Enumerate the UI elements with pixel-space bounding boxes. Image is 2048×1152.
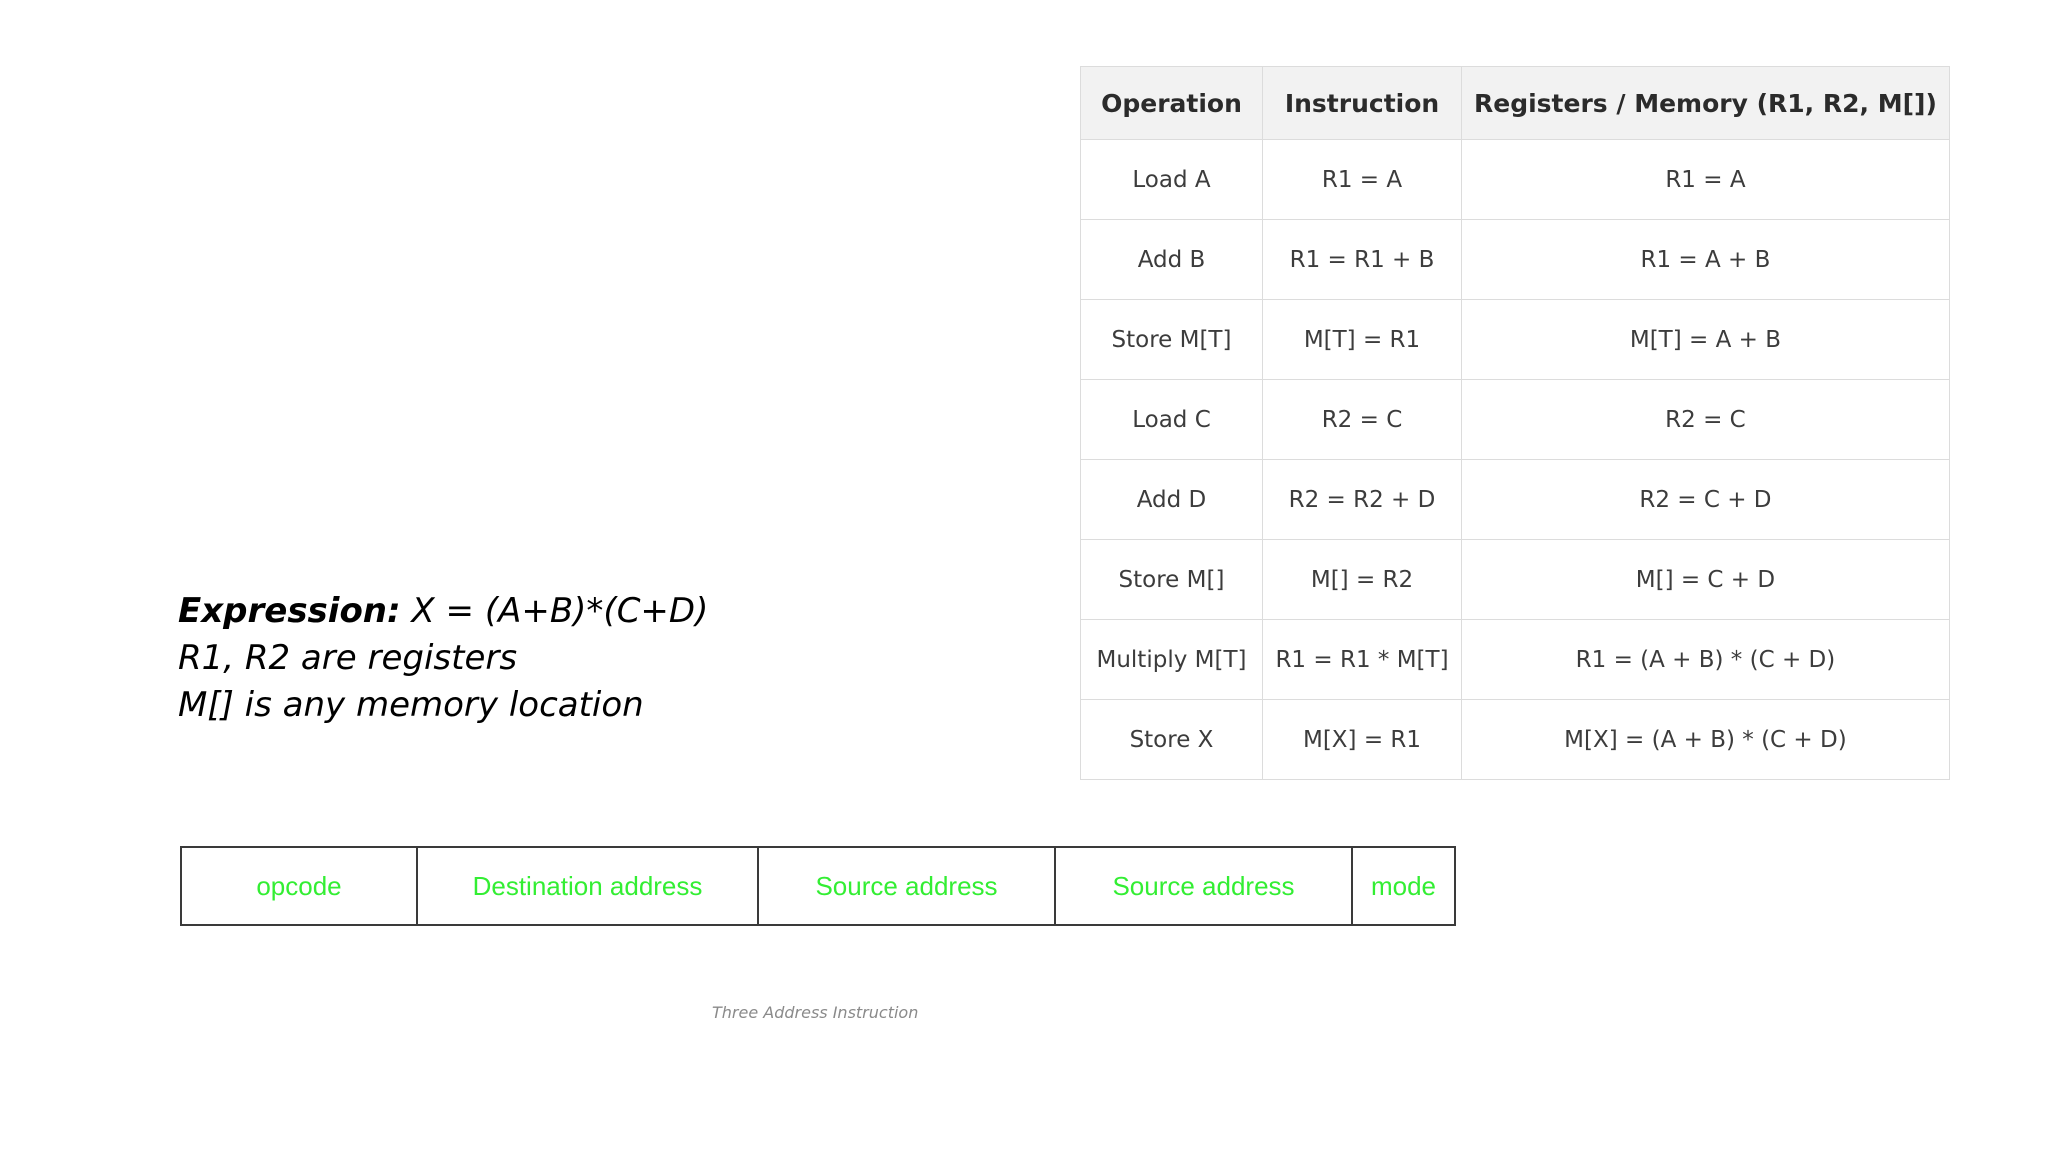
instruction-table — [1080, 66, 1950, 780]
cell-operation: Store X — [1081, 700, 1263, 780]
cell-instruction: M[T] = R1 — [1263, 300, 1462, 380]
cell-instruction: R2 = C — [1263, 380, 1462, 460]
expression-label: Expression: — [178, 591, 401, 631]
cell-registers-memory: R1 = A + B — [1462, 220, 1950, 300]
header-instruction: Instruction — [1263, 67, 1462, 140]
cell-operation: Store M[] — [1081, 540, 1263, 620]
header-operation: Operation — [1081, 67, 1263, 140]
registers-note: R1, R2 are registers — [178, 638, 518, 678]
three-address-instruction-format — [180, 846, 1456, 926]
table-row — [1081, 460, 1950, 540]
cell-instruction: M[] = R2 — [1263, 540, 1462, 620]
table-row — [1081, 620, 1950, 700]
header-row — [1081, 67, 1950, 140]
cell-registers-memory: R1 = (A + B) * (C + D) — [1462, 620, 1950, 700]
table-row — [1081, 700, 1950, 780]
source-address-field-2: Source address — [1056, 848, 1353, 924]
cell-instruction: M[X] = R1 — [1263, 700, 1462, 780]
cell-registers-memory: R2 = C + D — [1462, 460, 1950, 540]
opcode-field: opcode — [182, 848, 418, 924]
destination-address-field: Destination address — [418, 848, 759, 924]
table-body — [1081, 140, 1950, 780]
expression-formula: X = (A+B)*(C+D) — [400, 591, 709, 631]
memory-note: M[] is any memory location — [178, 685, 644, 725]
cell-registers-memory: M[X] = (A + B) * (C + D) — [1462, 700, 1950, 780]
cell-registers-memory: R2 = C — [1462, 380, 1950, 460]
cell-operation: Store M[T] — [1081, 300, 1263, 380]
cell-instruction: R1 = R1 + B — [1263, 220, 1462, 300]
cell-registers-memory: M[] = C + D — [1462, 540, 1950, 620]
cell-operation: Add B — [1081, 220, 1263, 300]
cell-operation: Multiply M[T] — [1081, 620, 1263, 700]
mode-field: mode — [1370, 870, 1437, 901]
cell-registers-memory: R1 = A — [1462, 140, 1950, 220]
table-row — [1081, 300, 1950, 380]
cell-operation: Add D — [1081, 460, 1263, 540]
source-address-field-1: Source address — [759, 848, 1056, 924]
expression-block — [178, 588, 878, 729]
header-registers-memory: Registers / Memory (R1, R2, M[]) — [1462, 67, 1950, 140]
expression-line — [178, 588, 878, 635]
cell-instruction: R1 = A — [1263, 140, 1462, 220]
cell-registers-memory: M[T] = A + B — [1462, 300, 1950, 380]
cell-operation: Load A — [1081, 140, 1263, 220]
table-row — [1081, 140, 1950, 220]
cell-instruction: R2 = R2 + D — [1263, 460, 1462, 540]
cell-operation: Load C — [1081, 380, 1263, 460]
table-header — [1081, 67, 1950, 140]
table-row — [1081, 380, 1950, 460]
format-caption: Three Address Instruction — [712, 1003, 919, 1022]
table-row — [1081, 540, 1950, 620]
table-row — [1081, 220, 1950, 300]
cell-instruction: R1 = R1 * M[T] — [1263, 620, 1462, 700]
